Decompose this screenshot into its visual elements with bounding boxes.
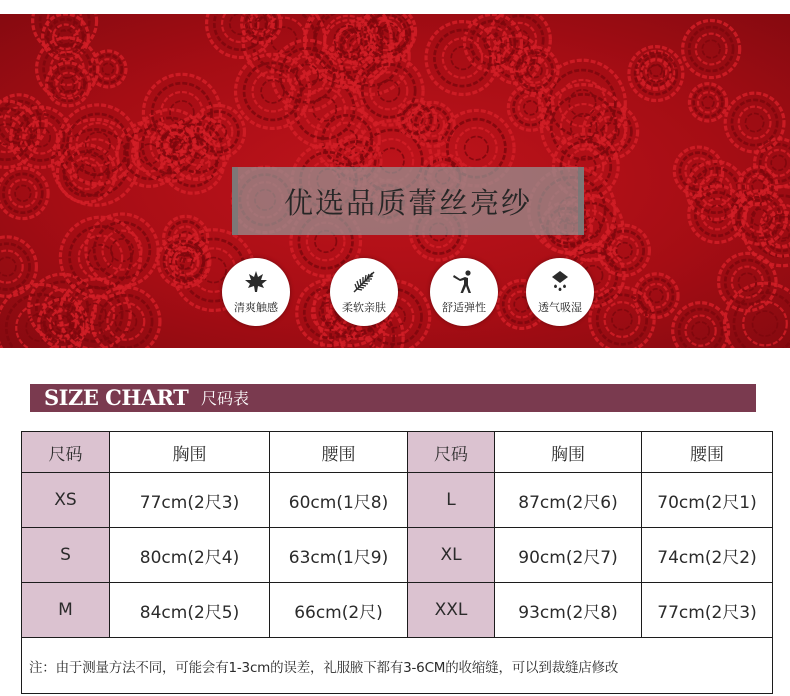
feature-soft-skin — [330, 258, 398, 326]
lace-rosette — [725, 283, 790, 348]
header-size: 尺码 — [22, 432, 110, 473]
header-waist: 腰围 — [270, 432, 408, 473]
size-cell: XXL — [408, 583, 495, 638]
waist-cell: 60cm(1尺8) — [270, 473, 408, 528]
lace-rosette — [673, 303, 729, 348]
feature-label: 清爽触感 — [234, 301, 278, 314]
feature-label: 透气吸湿 — [538, 301, 582, 314]
header-bust: 胸围 — [110, 432, 270, 473]
size-cell: XS — [22, 473, 110, 528]
lace-rosette — [599, 225, 649, 275]
size-chart-header — [30, 384, 756, 412]
feature-label: 柔软亲肤 — [342, 301, 386, 314]
waist-cell: 74cm(2尺2) — [642, 528, 773, 583]
waist-cell: 77cm(2尺3) — [642, 583, 773, 638]
lace-rosette — [634, 274, 678, 318]
lace-rosette — [92, 287, 160, 348]
lace-rosette — [0, 237, 36, 296]
waist-cell: 70cm(2尺1) — [642, 473, 773, 528]
lace-rosette — [683, 20, 740, 77]
size-chart-title: SIZE CHART — [44, 385, 189, 410]
feature-breathable — [526, 258, 594, 326]
lace-rosette — [674, 147, 722, 195]
size-cell: XL — [408, 528, 495, 583]
bust-cell: 93cm(2尺8) — [495, 583, 642, 638]
bust-cell: 80cm(2尺4) — [110, 528, 270, 583]
measurement-note: 注：由于测量方法不同，可能会有1-3cm的误差，礼服腋下都有3-6CM的收缩缝，可以到裁缝店修改 — [22, 638, 773, 694]
maple-leaf-icon — [243, 269, 269, 295]
bust-cell: 90cm(2尺7) — [495, 528, 642, 583]
table-row — [22, 473, 773, 528]
lace-banner — [0, 14, 790, 348]
size-table — [21, 431, 773, 694]
header-waist: 腰围 — [642, 432, 773, 473]
lace-rosette — [60, 217, 140, 297]
stretching-person-icon — [451, 269, 477, 295]
feather-icon — [351, 269, 377, 295]
size-cell: S — [22, 528, 110, 583]
bust-cell: 84cm(2尺5) — [110, 583, 270, 638]
feature-comfort-stretch — [430, 258, 498, 326]
waist-cell: 66cm(2尺) — [270, 583, 408, 638]
lace-rosette — [0, 168, 48, 219]
headline-text: 优选品质蕾丝亮纱 — [283, 185, 532, 220]
table-note-row — [22, 638, 773, 694]
lace-rosette — [0, 284, 83, 348]
feature-label: 舒适弹性 — [442, 301, 486, 314]
waist-cell: 63cm(1尺9) — [270, 528, 408, 583]
lace-rosette — [590, 287, 654, 348]
feature-cool-touch — [222, 258, 290, 326]
breathable-drops-icon — [547, 269, 573, 295]
table-row — [22, 528, 773, 583]
header-bust: 胸围 — [495, 432, 642, 473]
lace-rosette — [725, 93, 784, 152]
size-cell: M — [22, 583, 110, 638]
table-row — [22, 583, 773, 638]
lace-rosette — [689, 84, 726, 121]
table-header-row — [22, 432, 773, 473]
headline-box — [232, 167, 584, 235]
bust-cell: 77cm(2尺3) — [110, 473, 270, 528]
bust-cell: 87cm(2尺6) — [495, 473, 642, 528]
size-chart-subtitle: 尺码表 — [201, 389, 250, 408]
header-size: 尺码 — [408, 432, 495, 473]
size-cell: L — [408, 473, 495, 528]
